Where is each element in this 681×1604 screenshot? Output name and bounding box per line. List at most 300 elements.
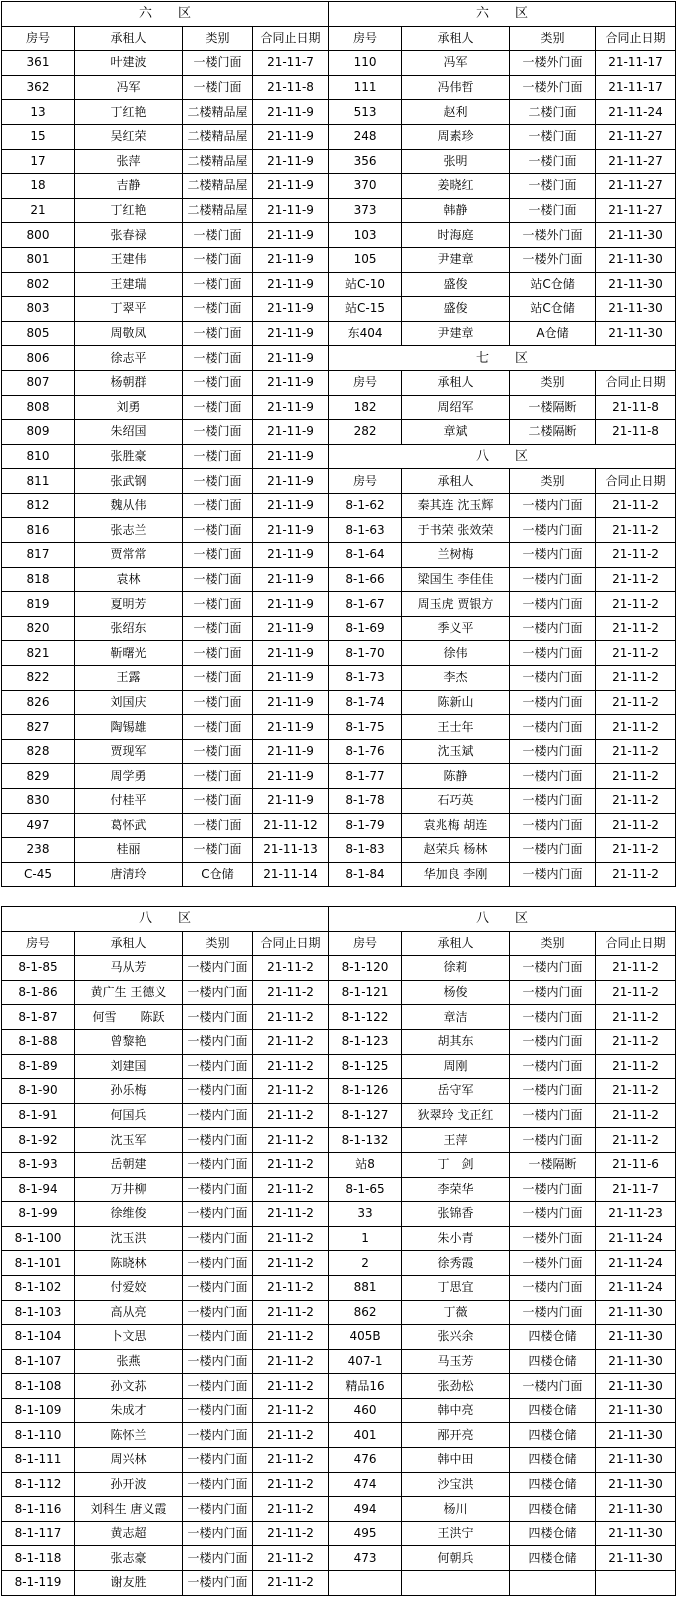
end-date-cell: 21-11-17: [596, 51, 676, 76]
table-row: [2, 1054, 676, 1079]
tenant-cell: 朱小青: [402, 1226, 510, 1251]
tenant-cell: 刘建国: [75, 1054, 183, 1079]
room-number-cell: 812: [2, 493, 75, 518]
table-row: [2, 641, 676, 666]
category-cell: 二楼门面: [510, 100, 596, 125]
table-row: [2, 1103, 676, 1128]
end-date-cell: 21-11-30: [596, 1497, 676, 1522]
end-date-cell: 21-11-30: [596, 1398, 676, 1423]
room-number-cell: 8-1-99: [2, 1202, 75, 1227]
end-date-cell: 21-11-9: [253, 641, 329, 666]
tenant-cell: 秦其连 沈玉辉: [402, 493, 510, 518]
end-date-cell: 21-11-2: [596, 493, 676, 518]
tenant-cell: 梁国生 李佳佳: [402, 567, 510, 592]
table-row: [2, 666, 676, 691]
room-number-cell: 8-1-66: [329, 567, 402, 592]
tenant-cell: 华加良 李刚: [402, 862, 510, 887]
header-category: 类别: [510, 370, 596, 395]
tenant-cell: 高从亮: [75, 1300, 183, 1325]
end-date-cell: 21-11-9: [253, 247, 329, 272]
tenant-cell: 李荣华: [402, 1177, 510, 1202]
table-row: [2, 174, 676, 199]
tenant-cell: 陈晓林: [75, 1251, 183, 1276]
tenant-cell: 朱绍国: [75, 420, 183, 445]
room-number-cell: 811: [2, 469, 75, 494]
room-number-cell: 8-1-86: [2, 980, 75, 1005]
category-cell: 一楼内门面: [510, 1300, 596, 1325]
tenant-cell: 张志豪: [75, 1546, 183, 1571]
category-cell: 一楼门面: [183, 321, 253, 346]
category-cell: 一楼内门面: [510, 1103, 596, 1128]
tenant-cell: 盛俊: [402, 297, 510, 322]
room-number-cell: 8-1-110: [2, 1423, 75, 1448]
end-date-cell: 21-11-30: [596, 1300, 676, 1325]
table-row: [2, 1325, 676, 1350]
end-date-cell: 21-11-9: [253, 469, 329, 494]
room-number-cell: 东404: [329, 321, 402, 346]
end-date-cell: 21-11-9: [253, 616, 329, 641]
category-cell: 一楼门面: [183, 715, 253, 740]
tenant-cell: 周学勇: [75, 764, 183, 789]
category-cell: 一楼门面: [183, 543, 253, 568]
end-date-cell: 21-11-9: [253, 174, 329, 199]
end-date-cell: 21-11-30: [596, 1325, 676, 1350]
room-number-cell: 8-1-93: [2, 1152, 75, 1177]
room-number-cell: 373: [329, 198, 402, 223]
end-date-cell: 21-11-17: [596, 75, 676, 100]
room-number-cell: 805: [2, 321, 75, 346]
category-cell: 一楼外门面: [510, 75, 596, 100]
end-date-cell: 21-11-2: [596, 764, 676, 789]
end-date-cell: 21-11-13: [253, 838, 329, 863]
room-number-cell: 8-1-88: [2, 1029, 75, 1054]
tenant-cell: 孙乐梅: [75, 1079, 183, 1104]
end-date-cell: 21-11-2: [253, 1275, 329, 1300]
tenant-cell: 袁林: [75, 567, 183, 592]
tenant-cell: 曾黎艳: [75, 1029, 183, 1054]
table-row: [2, 124, 676, 149]
tenant-cell: 王洪宁: [402, 1521, 510, 1546]
room-number-cell: 497: [2, 813, 75, 838]
category-cell: 一楼门面: [183, 223, 253, 248]
category-cell: 一楼门面: [183, 75, 253, 100]
lease-table-bottom: [1, 906, 676, 1596]
end-date-cell: 21-11-2: [253, 1497, 329, 1522]
end-date-cell: 21-11-9: [253, 124, 329, 149]
end-date-cell: 21-11-30: [596, 1349, 676, 1374]
category-cell: 一楼内门面: [183, 1571, 253, 1596]
category-cell: 一楼内门面: [510, 739, 596, 764]
room-number-cell: 8-1-76: [329, 739, 402, 764]
tenant-cell: 章斌: [402, 420, 510, 445]
tenant-cell: 冯军: [402, 51, 510, 76]
category-cell: 一楼内门面: [510, 1079, 596, 1104]
table-row: [2, 1349, 676, 1374]
room-number-cell: 800: [2, 223, 75, 248]
tenant-cell: 沈玉洪: [75, 1226, 183, 1251]
category-cell: 一楼内门面: [183, 1128, 253, 1153]
category-cell: 一楼内门面: [183, 1423, 253, 1448]
tenant-cell: 张春禄: [75, 223, 183, 248]
end-date-cell: 21-11-30: [596, 1472, 676, 1497]
room-number-cell: 801: [2, 247, 75, 272]
table-row: [2, 149, 676, 174]
room-number-cell: 8-1-100: [2, 1226, 75, 1251]
end-date-cell: 21-11-27: [596, 174, 676, 199]
tenant-cell: 唐清玲: [75, 862, 183, 887]
end-date-cell: 21-11-12: [253, 813, 329, 838]
table-row: [2, 100, 676, 125]
room-number-cell: 8-1-90: [2, 1079, 75, 1104]
room-number-cell: 8-1-67: [329, 592, 402, 617]
table-row: [2, 1152, 676, 1177]
category-cell: 一楼内门面: [183, 1497, 253, 1522]
room-number-cell: 8-1-112: [2, 1472, 75, 1497]
end-date-cell: 21-11-8: [596, 395, 676, 420]
room-number-cell: 8-1-73: [329, 666, 402, 691]
room-number-cell: 8-1-79: [329, 813, 402, 838]
end-date-cell: 21-11-2: [596, 1103, 676, 1128]
category-cell: 一楼内门面: [183, 1029, 253, 1054]
table-row: [2, 1546, 676, 1571]
tenant-cell: 邴开亮: [402, 1423, 510, 1448]
end-date-cell: 21-11-2: [253, 1128, 329, 1153]
tenant-cell: 魏从伟: [75, 493, 183, 518]
header-tenant: 承租人: [402, 469, 510, 494]
tenant-cell: 马玉芳: [402, 1349, 510, 1374]
tenant-cell: 杨俊: [402, 980, 510, 1005]
category-cell: 一楼隔断: [510, 1152, 596, 1177]
tenant-cell: 张萍: [75, 149, 183, 174]
room-number-cell: 103: [329, 223, 402, 248]
category-cell: 一楼门面: [183, 789, 253, 814]
category-cell: 一楼内门面: [510, 715, 596, 740]
table-row: [2, 1128, 676, 1153]
room-number-cell: 282: [329, 420, 402, 445]
tenant-cell: 石巧英: [402, 789, 510, 814]
end-date-cell: 21-11-2: [253, 1177, 329, 1202]
tenant-cell: 胡其东: [402, 1029, 510, 1054]
room-number-cell: 362: [2, 75, 75, 100]
tenant-cell: 沈玉斌: [402, 739, 510, 764]
category-cell: 一楼内门面: [510, 1177, 596, 1202]
table-row: [2, 543, 676, 568]
header-room-number: 房号: [2, 931, 75, 956]
header-category: 类别: [510, 931, 596, 956]
tenant-cell: 张绍东: [75, 616, 183, 641]
table-row: [2, 493, 676, 518]
category-cell: 一楼门面: [183, 666, 253, 691]
room-number-cell: C-45: [2, 862, 75, 887]
table-row: [2, 789, 676, 814]
tenant-cell: 何国兵: [75, 1103, 183, 1128]
room-number-cell: 248: [329, 124, 402, 149]
header-category: 类别: [183, 931, 253, 956]
tenant-cell: 季义平: [402, 616, 510, 641]
category-cell: 四楼仓储: [510, 1448, 596, 1473]
end-date-cell: 21-11-9: [253, 395, 329, 420]
end-date-cell: 21-11-2: [253, 1300, 329, 1325]
category-cell: 一楼门面: [183, 764, 253, 789]
end-date-cell: 21-11-9: [253, 739, 329, 764]
tenant-cell: 靳曙光: [75, 641, 183, 666]
tenant-cell: 周兴林: [75, 1448, 183, 1473]
end-date-cell: 21-11-2: [596, 567, 676, 592]
room-number-cell: 8-1-63: [329, 518, 402, 543]
room-number-cell: 8-1-78: [329, 789, 402, 814]
category-cell: 一楼内门面: [183, 1325, 253, 1350]
table-row: [2, 1300, 676, 1325]
header-tenant: 承租人: [75, 931, 183, 956]
end-date-cell: 21-11-30: [596, 247, 676, 272]
tenant-cell: 沈玉军: [75, 1128, 183, 1153]
end-date-cell: 21-11-2: [596, 838, 676, 863]
room-number-cell: 8-1-83: [329, 838, 402, 863]
tenant-cell: 尹建章: [402, 321, 510, 346]
category-cell: 一楼内门面: [183, 1398, 253, 1423]
end-date-cell: 21-11-9: [253, 666, 329, 691]
category-cell: 二楼精品屋: [183, 198, 253, 223]
room-number-cell: 474: [329, 1472, 402, 1497]
category-cell: 一楼内门面: [510, 567, 596, 592]
category-cell: 一楼内门面: [183, 1054, 253, 1079]
tenant-cell: 姜晓红: [402, 174, 510, 199]
end-date-cell: 21-11-30: [596, 1546, 676, 1571]
category-cell: 一楼门面: [183, 420, 253, 445]
table-row: [2, 297, 676, 322]
tenant-cell: 王萍: [402, 1128, 510, 1153]
end-date-cell: 21-11-9: [253, 223, 329, 248]
tenant-cell: 徐志平: [75, 346, 183, 371]
tenant-cell: 张锦香: [402, 1202, 510, 1227]
tenant-cell: 徐伟: [402, 641, 510, 666]
table-row: [2, 1423, 676, 1448]
end-date-cell: 21-11-9: [253, 198, 329, 223]
category-cell: 一楼内门面: [183, 1251, 253, 1276]
category-cell: 一楼门面: [183, 518, 253, 543]
room-number-cell: 816: [2, 518, 75, 543]
room-number-cell: 8-1-119: [2, 1571, 75, 1596]
room-number-cell: 822: [2, 666, 75, 691]
tenant-cell: 吴红荣: [75, 124, 183, 149]
end-date-cell: 21-11-9: [253, 370, 329, 395]
table-row: [2, 690, 676, 715]
tenant-cell: 陈静: [402, 764, 510, 789]
tenant-cell: 周敬凤: [75, 321, 183, 346]
room-number-cell: 820: [2, 616, 75, 641]
category-cell: 一楼内门面: [183, 980, 253, 1005]
end-date-cell: 21-11-9: [253, 789, 329, 814]
table-row: [2, 1521, 676, 1546]
category-cell: 一楼门面: [183, 444, 253, 469]
tenant-cell: 何朝兵: [402, 1546, 510, 1571]
category-cell: C仓储: [183, 862, 253, 887]
end-date-cell: 21-11-2: [253, 956, 329, 981]
room-number-cell: 111: [329, 75, 402, 100]
category-cell: 一楼外门面: [510, 1226, 596, 1251]
room-number-cell: 806: [2, 346, 75, 371]
table-row: [2, 75, 676, 100]
end-date-cell: 21-11-2: [596, 739, 676, 764]
tenant-cell: 徐秀霞: [402, 1251, 510, 1276]
room-number-cell: 8-1-91: [2, 1103, 75, 1128]
end-date-cell: 21-11-9: [253, 715, 329, 740]
category-cell: 一楼门面: [183, 346, 253, 371]
header-tenant: 承租人: [402, 26, 510, 51]
room-number-cell: 828: [2, 739, 75, 764]
table-row: [2, 272, 676, 297]
category-cell: 一楼内门面: [183, 1448, 253, 1473]
category-cell: 一楼外门面: [510, 1251, 596, 1276]
category-cell: 一楼内门面: [183, 1177, 253, 1202]
header-end-date: 合同止日期: [596, 931, 676, 956]
table-row: [2, 1005, 676, 1030]
end-date-cell: 21-11-27: [596, 198, 676, 223]
tenant-cell: 韩中田: [402, 1448, 510, 1473]
end-date-cell: 21-11-9: [253, 764, 329, 789]
end-date-cell: 21-11-2: [596, 1079, 676, 1104]
category-cell: 一楼内门面: [510, 980, 596, 1005]
tenant-cell: 袁兆梅 胡连: [402, 813, 510, 838]
room-number-cell: 817: [2, 543, 75, 568]
category-cell: 一楼门面: [183, 739, 253, 764]
room-number-cell: 8-1-64: [329, 543, 402, 568]
category-cell: 一楼内门面: [510, 543, 596, 568]
tenant-cell: 盛俊: [402, 272, 510, 297]
tenant-cell: [402, 1571, 510, 1596]
end-date-cell: 21-11-2: [253, 1571, 329, 1596]
tenant-cell: 王露: [75, 666, 183, 691]
category-cell: 一楼内门面: [183, 1546, 253, 1571]
room-number-cell: 476: [329, 1448, 402, 1473]
end-date-cell: 21-11-24: [596, 100, 676, 125]
category-cell: 一楼内门面: [510, 1202, 596, 1227]
category-cell: 二楼精品屋: [183, 100, 253, 125]
category-cell: 一楼外门面: [510, 51, 596, 76]
header-room-number: 房号: [329, 26, 402, 51]
end-date-cell: 21-11-2: [596, 543, 676, 568]
table-row: [2, 420, 676, 445]
end-date-cell: 21-11-27: [596, 149, 676, 174]
tenant-cell: 王士年: [402, 715, 510, 740]
category-cell: 一楼内门面: [510, 493, 596, 518]
room-number-cell: 182: [329, 395, 402, 420]
room-number-cell: 8-1-101: [2, 1251, 75, 1276]
end-date-cell: 21-11-2: [253, 1226, 329, 1251]
end-date-cell: 21-11-2: [596, 641, 676, 666]
room-number-cell: 8-1-107: [2, 1349, 75, 1374]
category-cell: 一楼内门面: [510, 862, 596, 887]
end-date-cell: 21-11-2: [253, 1349, 329, 1374]
table-row: [2, 1079, 676, 1104]
category-cell: 一楼门面: [183, 838, 253, 863]
table-row: [2, 1448, 676, 1473]
table-row: [2, 956, 676, 981]
table-row: [2, 1202, 676, 1227]
table-row: [2, 813, 676, 838]
tenant-cell: 马从芳: [75, 956, 183, 981]
end-date-cell: 21-11-9: [253, 493, 329, 518]
end-date-cell: 21-11-2: [596, 518, 676, 543]
room-number-cell: 8-1-84: [329, 862, 402, 887]
table-row: [2, 1374, 676, 1399]
end-date-cell: 21-11-2: [253, 980, 329, 1005]
header-tenant: 承租人: [75, 26, 183, 51]
end-date-cell: 21-11-27: [596, 124, 676, 149]
category-cell: 一楼门面: [183, 51, 253, 76]
tenant-cell: 刘勇: [75, 395, 183, 420]
room-number-cell: 361: [2, 51, 75, 76]
category-cell: [510, 1571, 596, 1596]
table-row: [2, 1472, 676, 1497]
header-category: 类别: [183, 26, 253, 51]
tenant-cell: 周玉虎 贾银方: [402, 592, 510, 617]
room-number-cell: 862: [329, 1300, 402, 1325]
end-date-cell: 21-11-2: [596, 1029, 676, 1054]
end-date-cell: 21-11-9: [253, 100, 329, 125]
table-row: [2, 907, 676, 932]
category-cell: 四楼仓储: [510, 1521, 596, 1546]
tenant-cell: 陈新山: [402, 690, 510, 715]
category-cell: 一楼内门面: [510, 838, 596, 863]
category-cell: 一楼门面: [183, 641, 253, 666]
room-number-cell: 495: [329, 1521, 402, 1546]
end-date-cell: 21-11-2: [596, 956, 676, 981]
category-cell: 四楼仓储: [510, 1349, 596, 1374]
category-cell: 一楼外门面: [510, 247, 596, 272]
tenant-cell: 刘国庆: [75, 690, 183, 715]
room-number-cell: 8-1-123: [329, 1029, 402, 1054]
room-number-cell: 460: [329, 1398, 402, 1423]
end-date-cell: 21-11-30: [596, 297, 676, 322]
category-cell: 一楼隔断: [510, 395, 596, 420]
tenant-cell: 刘科生 唐义霞: [75, 1497, 183, 1522]
end-date-cell: 21-11-2: [596, 666, 676, 691]
table-row: [2, 518, 676, 543]
table-row: [2, 51, 676, 76]
table-row: [2, 321, 676, 346]
room-number-cell: 8-1-111: [2, 1448, 75, 1473]
category-cell: 一楼门面: [183, 813, 253, 838]
end-date-cell: 21-11-30: [596, 321, 676, 346]
header-tenant: 承租人: [402, 370, 510, 395]
category-cell: 一楼内门面: [183, 1349, 253, 1374]
room-number-cell: 精品16: [329, 1374, 402, 1399]
end-date-cell: 21-11-2: [253, 1251, 329, 1276]
end-date-cell: 21-11-2: [253, 1005, 329, 1030]
room-number-cell: 513: [329, 100, 402, 125]
end-date-cell: 21-11-9: [253, 297, 329, 322]
category-cell: 一楼门面: [183, 297, 253, 322]
tenant-cell: 黄广生 王德义: [75, 980, 183, 1005]
room-number-cell: 8-1-121: [329, 980, 402, 1005]
table-row: [2, 370, 676, 395]
category-cell: 一楼内门面: [183, 1275, 253, 1300]
category-cell: 一楼门面: [183, 395, 253, 420]
tenant-cell: 尹建章: [402, 247, 510, 272]
end-date-cell: 21-11-9: [253, 444, 329, 469]
tenant-cell: 付桂平: [75, 789, 183, 814]
end-date-cell: 21-11-30: [596, 272, 676, 297]
tenant-cell: 徐维俊: [75, 1202, 183, 1227]
room-number-cell: 807: [2, 370, 75, 395]
tenant-cell: 张劲松: [402, 1374, 510, 1399]
tenant-cell: 张胜豪: [75, 444, 183, 469]
end-date-cell: 21-11-2: [253, 1521, 329, 1546]
tenant-cell: 丁红艳: [75, 198, 183, 223]
table-row: [2, 1226, 676, 1251]
header-end-date: 合同止日期: [596, 469, 676, 494]
